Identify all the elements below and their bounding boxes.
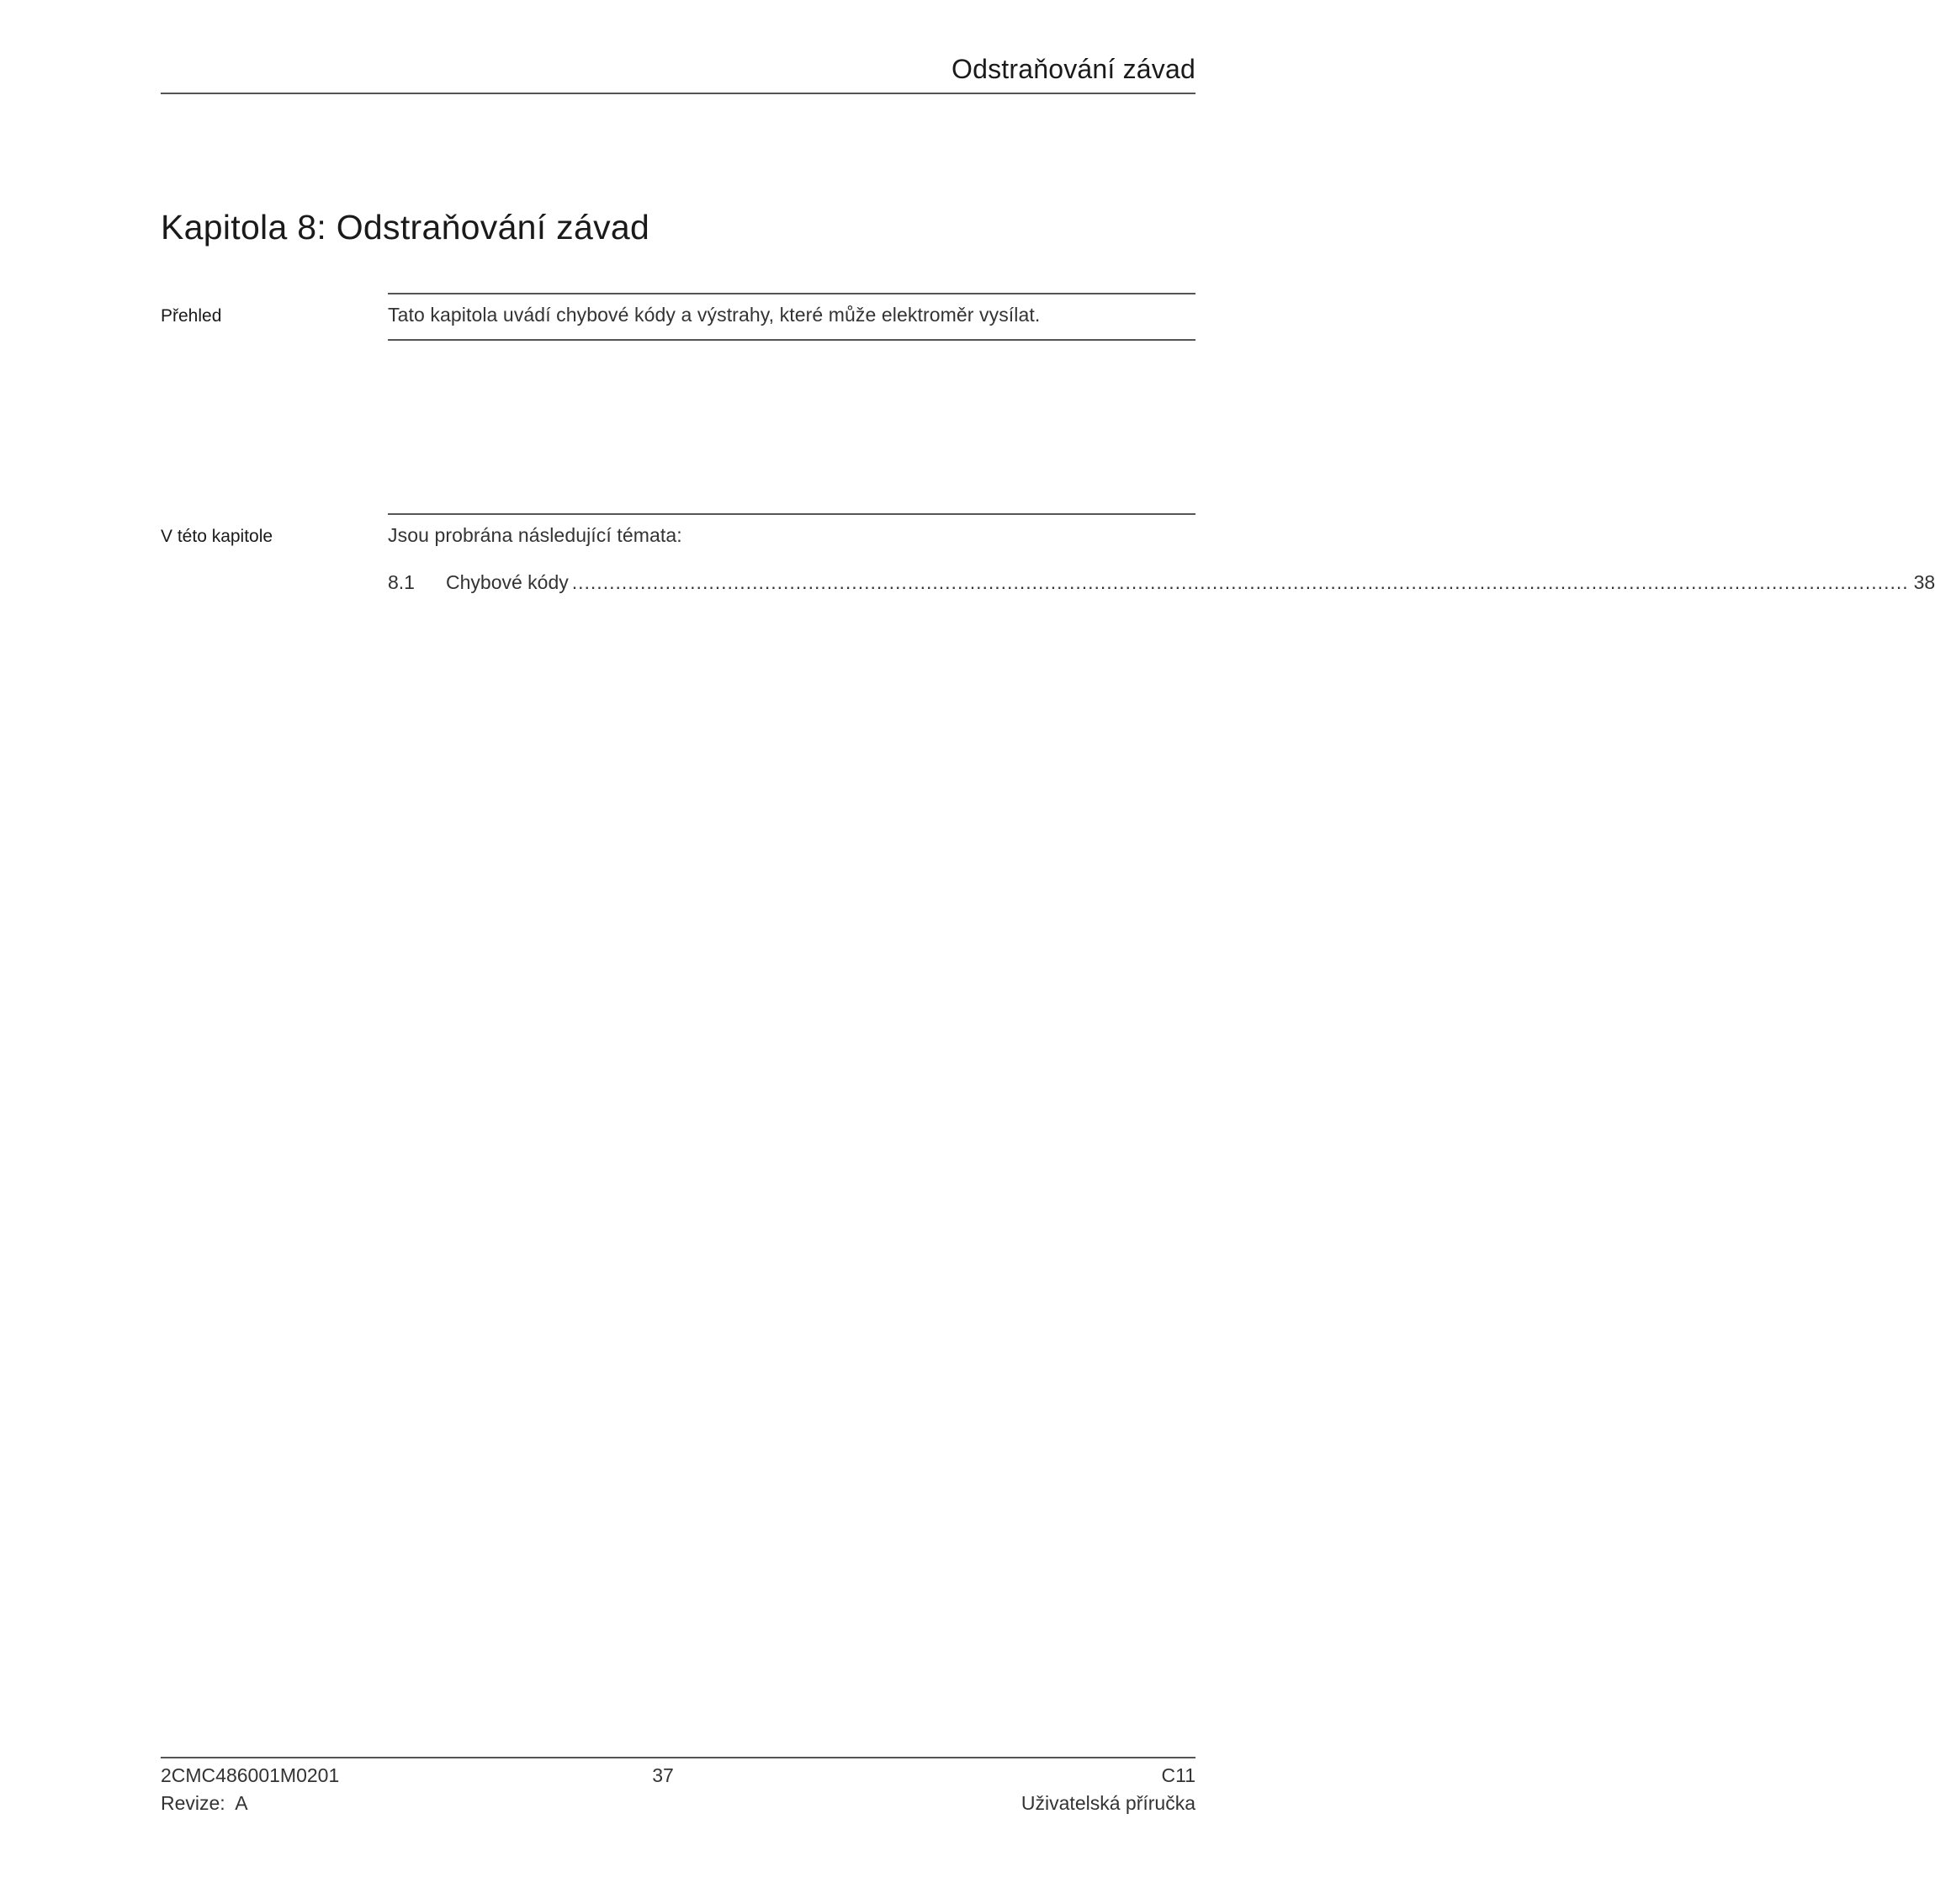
toc-entry-page[interactable]: 38 [1913, 571, 1935, 593]
running-header-title: Odstraňování závad [952, 54, 1195, 84]
in-this-chapter-intro: Jsou probrána následující témata: [388, 524, 682, 546]
chapter-title: Kapitola 8: Odstraňování závad [161, 208, 650, 247]
overview-label: Přehled [161, 306, 222, 326]
footer-right [1021, 1762, 1195, 1817]
page-footer [161, 1757, 1195, 1817]
footer-manual: Uživatelská příručka [1021, 1792, 1195, 1814]
overview-text: Tato kapitola uvádí chybové kódy a výstrahy, které může elektroměr vysílat. [388, 304, 1041, 326]
toc-leader-dots: ....................................................................................................................................................................................................................... [571, 571, 1909, 593]
footer-product: C11 [1161, 1764, 1195, 1786]
toc-entry-number: 8.1 [388, 571, 415, 593]
footer-doc-number: 2CMC486001M0201 [161, 1764, 340, 1786]
overview-bottom-rule [388, 339, 1195, 341]
in-this-chapter-label: V této kapitole [161, 527, 273, 546]
toc-entry[interactable] [388, 571, 1935, 598]
in-this-chapter-rule [388, 513, 1195, 515]
toc-entry-title[interactable]: Chybové kódy [446, 571, 569, 593]
running-header [161, 52, 1195, 94]
overview-top-rule [388, 293, 1195, 294]
footer-page-number: 37 [652, 1764, 674, 1786]
footer-revision: Revize: A [161, 1792, 248, 1814]
